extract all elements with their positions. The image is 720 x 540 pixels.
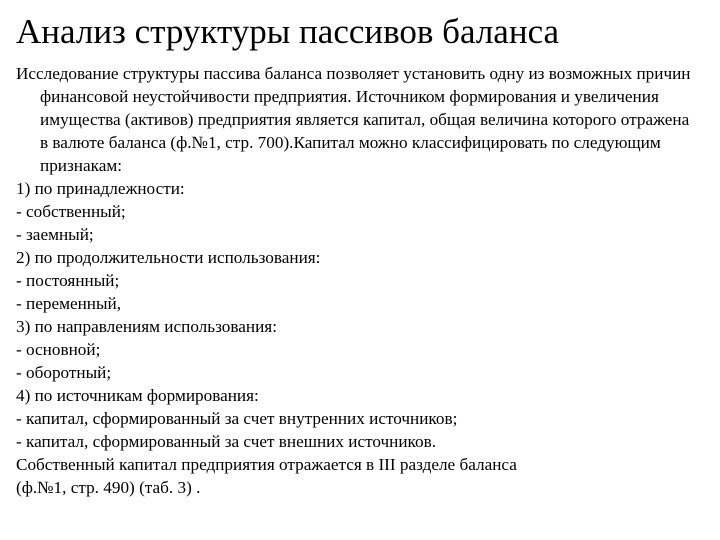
text-line: - основной; (16, 340, 101, 359)
text-line: - постоянный; (16, 271, 120, 290)
text-line: - собственный; (16, 202, 126, 221)
text-line: - заемный; (16, 225, 94, 244)
text-line: - переменный, (16, 294, 122, 313)
text-line: - капитал, сформированный за счет внешних источников. (16, 432, 437, 451)
text-line: 4) по источникам формирования: (16, 386, 259, 405)
text-line: 1) по принадлежности: (16, 179, 185, 198)
text-line: (ф.№1, стр. 490) (таб. 3) . (16, 478, 201, 497)
text-line: 2) по продолжительности использования: (16, 248, 321, 267)
text-line: - оборотный; (16, 363, 112, 382)
slide-body (16, 62, 696, 499)
text-line: 3) по направлениям использования: (16, 317, 277, 336)
intro-paragraph: Исследование структуры пассива баланса позволяет установить одну из возможных причин финансовой неустойчивости предприятия. Источником формирования и увеличения имущества (активов) предприятия является капитал, общая величина которого отражена в валюте баланса (ф.№1, стр. 700).Капитал можно классифицировать по следующим признакам: (16, 64, 691, 175)
slide-title: Анализ структуры пассивов баланса (16, 12, 560, 51)
text-line: Собственный капитал предприятия отражается в III разделе баланса (16, 455, 517, 474)
text-line: - капитал, сформированный за счет внутренних источников; (16, 409, 458, 428)
